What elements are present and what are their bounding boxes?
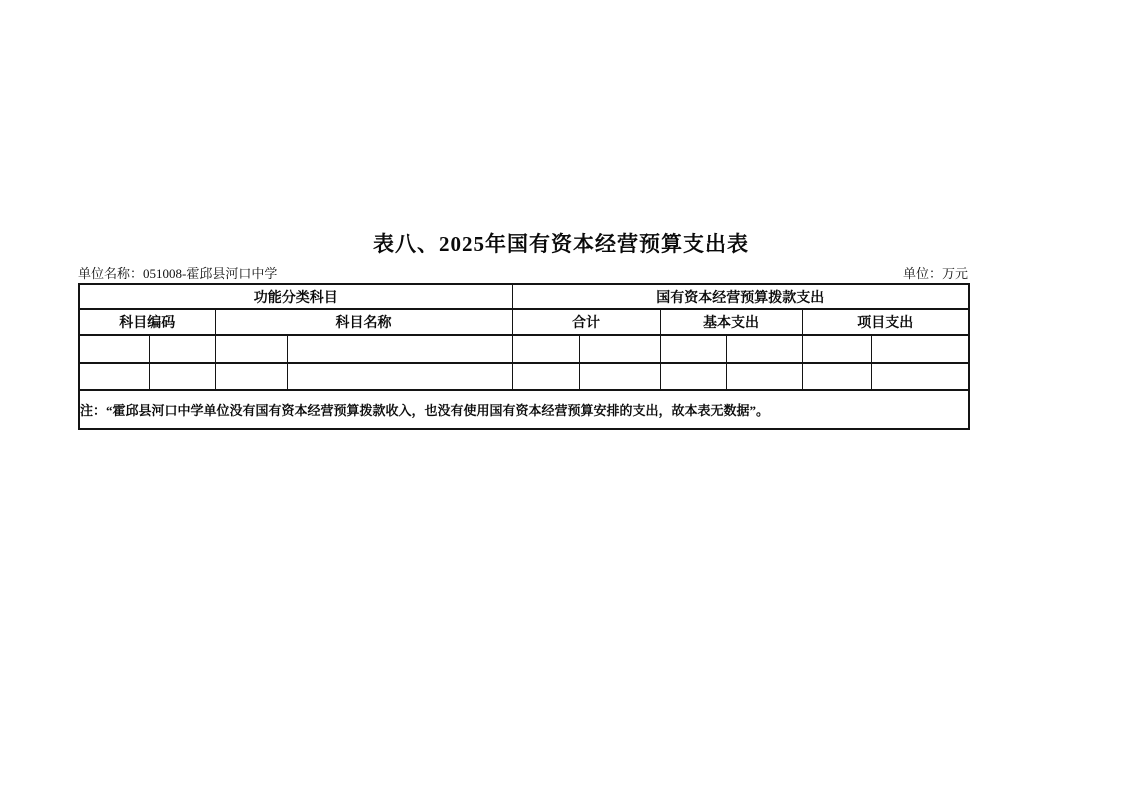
table-cell bbox=[579, 363, 660, 390]
group-header-row bbox=[79, 284, 969, 309]
table-cell bbox=[287, 363, 512, 390]
table-cell bbox=[802, 363, 871, 390]
col-header-basic-expenditure: 基本支出 bbox=[660, 309, 802, 335]
table-cell bbox=[512, 335, 579, 363]
unit-of-measure-label: 单位：万元 bbox=[902, 266, 968, 281]
table-cell bbox=[79, 335, 149, 363]
table-cell bbox=[871, 363, 969, 390]
table-cell bbox=[802, 335, 871, 363]
table-cell bbox=[149, 335, 215, 363]
budget-table bbox=[78, 283, 970, 430]
table-cell bbox=[726, 363, 802, 390]
table-cell bbox=[871, 335, 969, 363]
table-cell bbox=[287, 335, 512, 363]
table-cell bbox=[79, 363, 149, 390]
group-header-state-capital-expenditure: 国有资本经营预算拨款支出 bbox=[512, 284, 969, 309]
col-header-subject-code: 科目编码 bbox=[79, 309, 215, 335]
table-cell bbox=[660, 363, 726, 390]
table-cell bbox=[579, 335, 660, 363]
page-title: 表八、2025年国有资本经营预算支出表 bbox=[373, 232, 749, 256]
table-cell bbox=[215, 335, 287, 363]
table-row bbox=[79, 363, 969, 390]
unit-name-label: 单位名称：051008-霍邱县河口中学 bbox=[78, 266, 278, 281]
col-header-project-expenditure: 项目支出 bbox=[802, 309, 969, 335]
group-header-functional-category: 功能分类科目 bbox=[79, 284, 512, 309]
table-cell bbox=[660, 335, 726, 363]
col-header-total: 合计 bbox=[512, 309, 660, 335]
column-header-row bbox=[79, 309, 969, 335]
table-note: 注：“霍邱县河口中学单位没有国有资本经营预算拨款收入，也没有使用国有资本经营预算安排的支出，故本表无数据”。 bbox=[79, 390, 969, 429]
table-cell bbox=[726, 335, 802, 363]
table-cell bbox=[512, 363, 579, 390]
note-row bbox=[79, 390, 969, 429]
table-row bbox=[79, 335, 969, 363]
table-meta-row bbox=[78, 263, 968, 282]
table-cell bbox=[215, 363, 287, 390]
table-cell bbox=[149, 363, 215, 390]
col-header-subject-name: 科目名称 bbox=[215, 309, 512, 335]
